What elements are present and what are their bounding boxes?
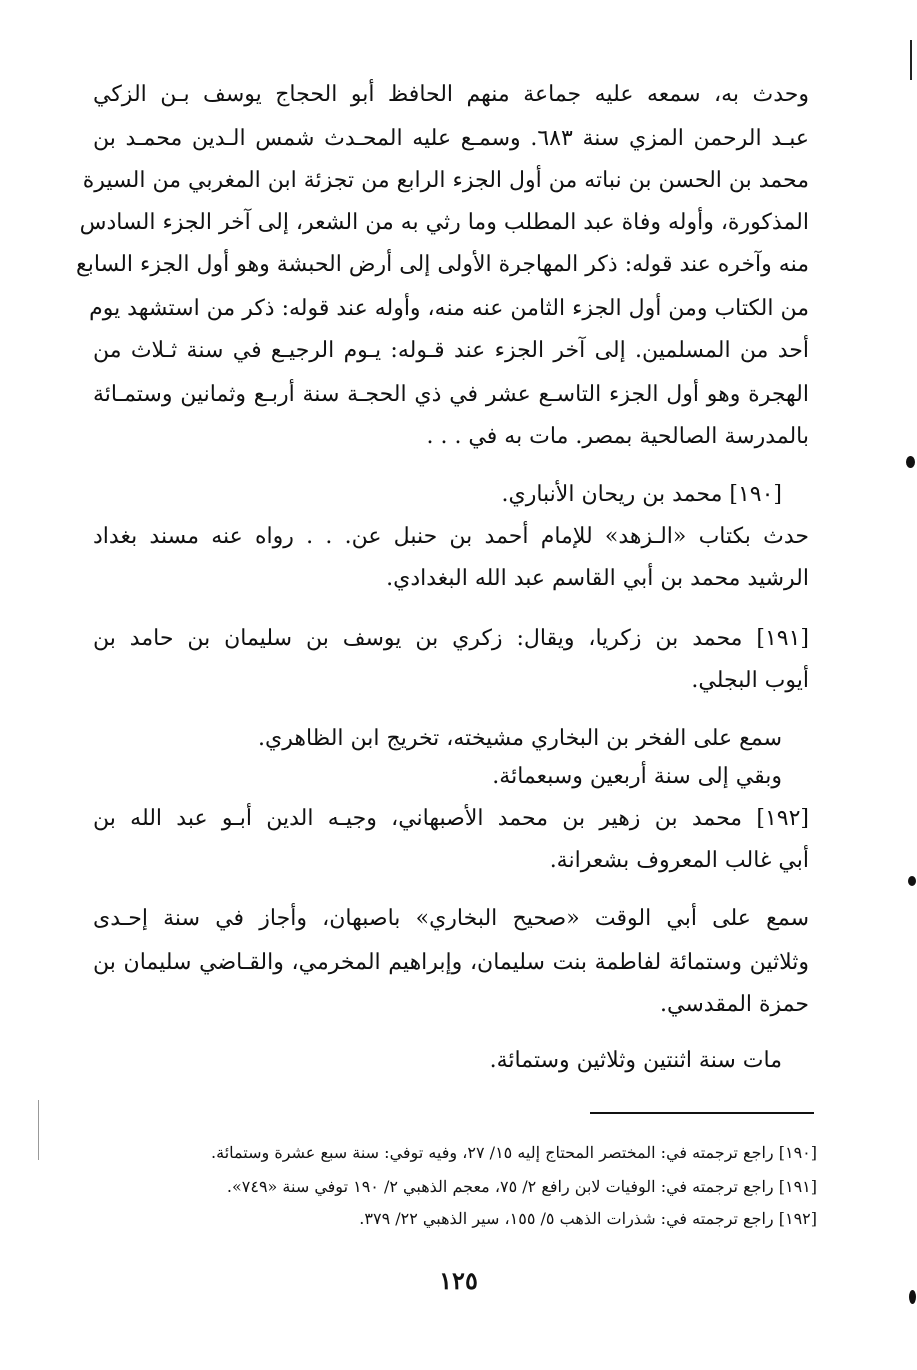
- body-line: بالمدرسة الصالحية بمصر. مات به في . . .: [426, 424, 809, 449]
- body-line: عبـد الرحمن المزي سنة ٦٨٣. وسمـع عليه المحـدث شمس الـدين محمـد بن: [93, 126, 810, 151]
- scan-mark: [909, 1290, 916, 1304]
- scan-mark: [908, 876, 916, 886]
- footnote-192: [١٩٢] راجع ترجمته في: شذرات الذهب ٥/ ١٥٥، سير الذهبي ٢٢/ ٣٧٩.: [359, 1209, 817, 1228]
- body-line: حمزة المقدسي.: [660, 992, 809, 1017]
- body-line: حدث بكتاب «الـزهد» للإمام أحمد بن حنبل عن. . . رواه عنه مسند بغداد: [93, 524, 809, 549]
- scan-mark: [910, 40, 912, 80]
- entry-heading-191: [١٩١] محمد بن زكريا، ويقال: زكري بن يوسف بن سليمان بن حامد بن: [93, 626, 809, 651]
- body-line: وحدث به، سمعه عليه جماعة منهم الحافظ أبو الحجاج يوسف بـن الزكي: [93, 82, 809, 107]
- scan-mark: [38, 1100, 39, 1160]
- scan-mark: [906, 456, 915, 468]
- body-line: وبقي إلى سنة أربعين وسبعمائة.: [492, 764, 782, 789]
- body-line: المذكورة، وأوله وفاة عبد المطلب وما رثي به من الشعر، إلى آخر الجزء السادس: [79, 210, 809, 235]
- footnote-191: [١٩١] راجع ترجمته في: الوفيات لابن رافع ٢/ ٧٥، معجم الذهبي ٢/ ١٩٠ توفي سنة «٧٤٩».: [226, 1177, 817, 1196]
- body-line: من الكتاب ومن أول الجزء الثامن عنه منه، وأوله عند قوله: ذكر من استشهد يوم: [89, 296, 809, 321]
- body-line: أحد من المسلمين. إلى آخر الجزء عند قـوله: يـوم الرجيـع في سنة ثـلاث من: [93, 338, 809, 363]
- body-line: سمع على أبي الوقت «صحيح البخاري» باصبهان، وأجاز في سنة إحـدى: [93, 906, 809, 931]
- entry-heading-190: [١٩٠] محمد بن ريحان الأنباري.: [501, 482, 782, 507]
- body-line: محمد بن الحسن بن نباته من أول الجزء الرابع من تجزئة ابن المغربي من السيرة: [82, 168, 809, 193]
- body-line: أبي غالب المعروف بشعرانة.: [549, 848, 809, 873]
- body-line: مات سنة اثنتين وثلاثين وستمائة.: [489, 1048, 782, 1073]
- body-line: وثلاثين وستمائة لفاطمة بنت سليمان، وإبراهيم المخرمي، والقـاضي سليمان بن: [93, 950, 809, 975]
- body-line: الهجرة وهو أول الجزء التاسـع عشر في ذي الحجـة سنة أربـع وثمانين وستمـائة: [93, 382, 809, 407]
- body-line: الرشيد محمد بن أبي القاسم عبد الله البغدادي.: [386, 566, 809, 591]
- body-line: سمع على الفخر بن البخاري مشيخته، تخريج ابن الظاهري.: [258, 726, 782, 751]
- body-line: أيوب البجلي.: [691, 668, 809, 693]
- entry-heading-192: [١٩٢] محمد بن زهير بن محمد الأصبهاني، وجيـه الدين أبـو عبد الله بن: [93, 806, 809, 831]
- body-line: منه وآخره عند قوله: ذكر المهاجرة الأولى إلى أرض الحبشة وهو أول الجزء السابع: [76, 252, 809, 277]
- page-number: ١٢٥: [439, 1266, 478, 1295]
- footnote-190: [١٩٠] راجع ترجمته في: المختصر المحتاج إليه ١٥/ ٢٧، وفيه توفي: سنة سبع عشرة وستمائة.: [211, 1143, 817, 1162]
- footnote-divider: [590, 1112, 814, 1114]
